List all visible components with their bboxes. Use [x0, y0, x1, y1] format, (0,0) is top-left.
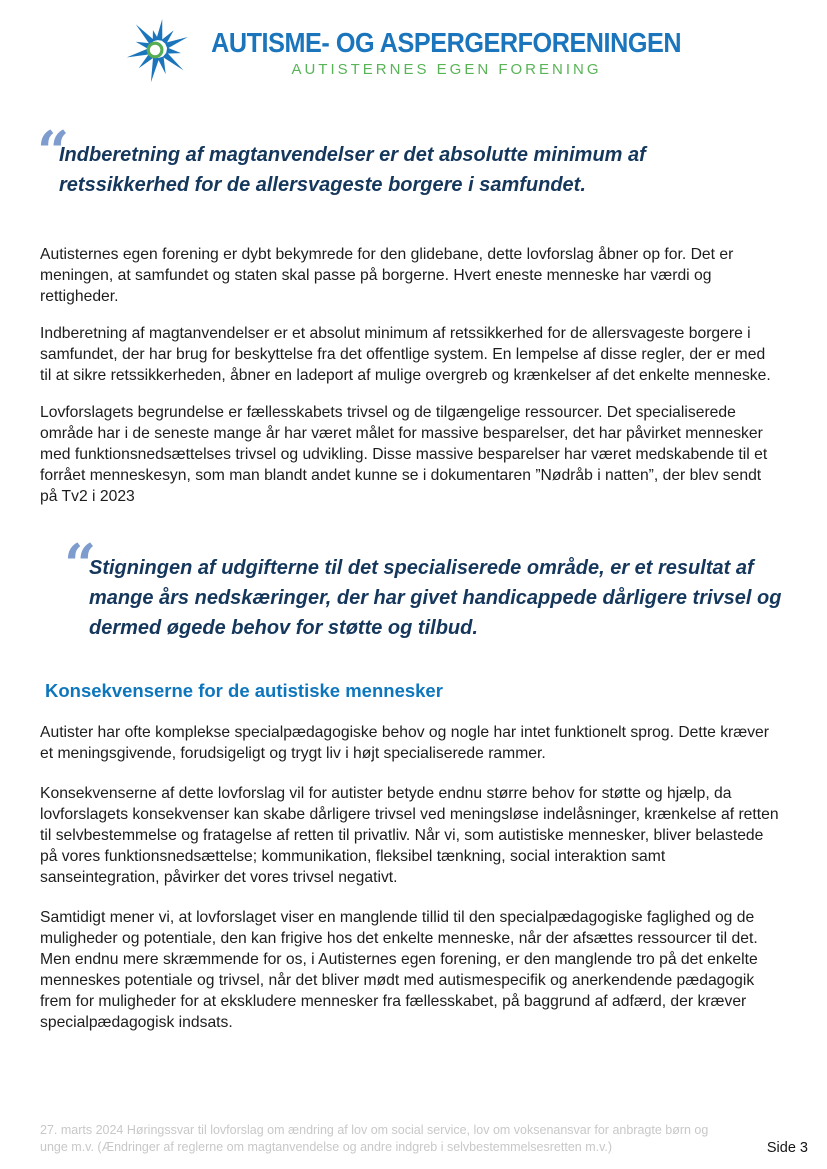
logo-text-block — [185, 27, 707, 78]
pull-quote-2 — [64, 532, 785, 643]
page-number: Side 3 — [766, 1140, 808, 1156]
footer-note: 27. marts 2024 Høringssvar til lovforslag om ændring af lov om social service, lov om voksenansvar for anbragte børn og unge m.v. (Ændringer af reglerne om magtanvendelse og andre indgreb i selvbestemmelsesretten m.v.) — [40, 1123, 709, 1154]
pull-quote-2-text: Stigningen af udgifterne til det specialiserede område, er et resultat af mange års nedskæringer, der har givet handicappede dårligere trivsel og dermed øgede behov for støtte og tilbud. — [89, 557, 782, 639]
intro-paragraph-1: Autisternes egen forening er dybt bekymrede for den glidebane, dette lovforslag åbner op for. Det er meningen, at samfundet og staten skal passe på borgerne. Hvert eneste menneske har værdi og rettigheder. — [40, 246, 734, 305]
pull-quote-1-text: Indberetning af magtanvendelser er det absolutte minimum af retssikkerhed for de allersvageste borgere i samfundet. — [59, 144, 646, 196]
org-name: AUTISME- OG ASPERGERFORENINGEN — [211, 26, 682, 58]
quote-mark-icon: “ — [64, 532, 97, 598]
quote-mark-icon: “ — [37, 119, 70, 185]
section-paragraph-1: Autister har ofte komplekse specialpædagogiske behov og nogle har intet funktionelt sprog. Dette kræver et meningsgivende, forudsigeligt og trygt liv i højt specialiserede rammer. — [40, 724, 770, 762]
section-heading: Konsekvenserne for de autistiske mennesker — [45, 680, 443, 701]
org-tagline: AUTISTERNES EGEN FORENING — [291, 60, 602, 78]
pull-quote-1 — [37, 119, 727, 200]
section-paragraph-3: Samtidigt mener vi, at lovforslaget viser en manglende tillid til den specialpædagogiske faglighed og de muligheder og potentiale, den kan frigive hos det enkelte menneske, når der afsættes ressourcer til det. Men endnu mere skræmmende for os, i Autisternes egen forening, er den manglende tro på det enkelte menneskes potentiale og trivsel, når det bliver mødt med autismespecifik og anerkendende pædagogik frem for muligheder for at ekskludere mennesker fra fællesskabet, på baggrund af adfærd, der kræver specialpædagogisk indsats. — [40, 909, 758, 1031]
org-logo — [0, 0, 827, 90]
intro-paragraph-3: Lovforslagets begrundelse er fællesskabets trivsel og de tilgængelige ressourcer. Det specialiserede område har i de seneste mange år har været målet for massive besparelser, det har påvirket mennesker med funktionsnedsættelses trivsel og udvikling. Disse massive besparelser har været medskabende til et forrået menneskesyn, som man blandt andet kunne se i dokumentaren ”Nødråb i natten”, der blev sendt på Tv2 i 2023 — [40, 404, 768, 505]
document-body — [0, 119, 827, 1033]
section-paragraph-2: Konsekvenserne af dette lovforslag vil for autister betyde endnu større behov for støtte og hjælp, da lovforslagets konsekvenser kan skabe dårligere trivsel ved meningsløse indelåsninger, krænkelse af retten til selvbestemmelse og fratagelse af retten til privatliv. Når vi, som autistiske mennesker, bliver belastede på vores funktionsnedsættelse; kommunikation, fleksibel tænkning, social interaktion samt sanseintegration, påvirker det vores trivsel negativt. — [40, 785, 779, 886]
page-footer — [40, 1122, 808, 1156]
intro-paragraph-2: Indberetning af magtanvendelser er et absolut minimum af retssikkerhed for de allersvageste borgere i samfundet, der har brug for beskyttelse fra det offentlige system. En lempelse af disse regler, der er med til at sikre retssikkerheden, åbner en ladeport af mulige overgreb og krænkelser af det enkelte menneske. — [40, 325, 771, 384]
